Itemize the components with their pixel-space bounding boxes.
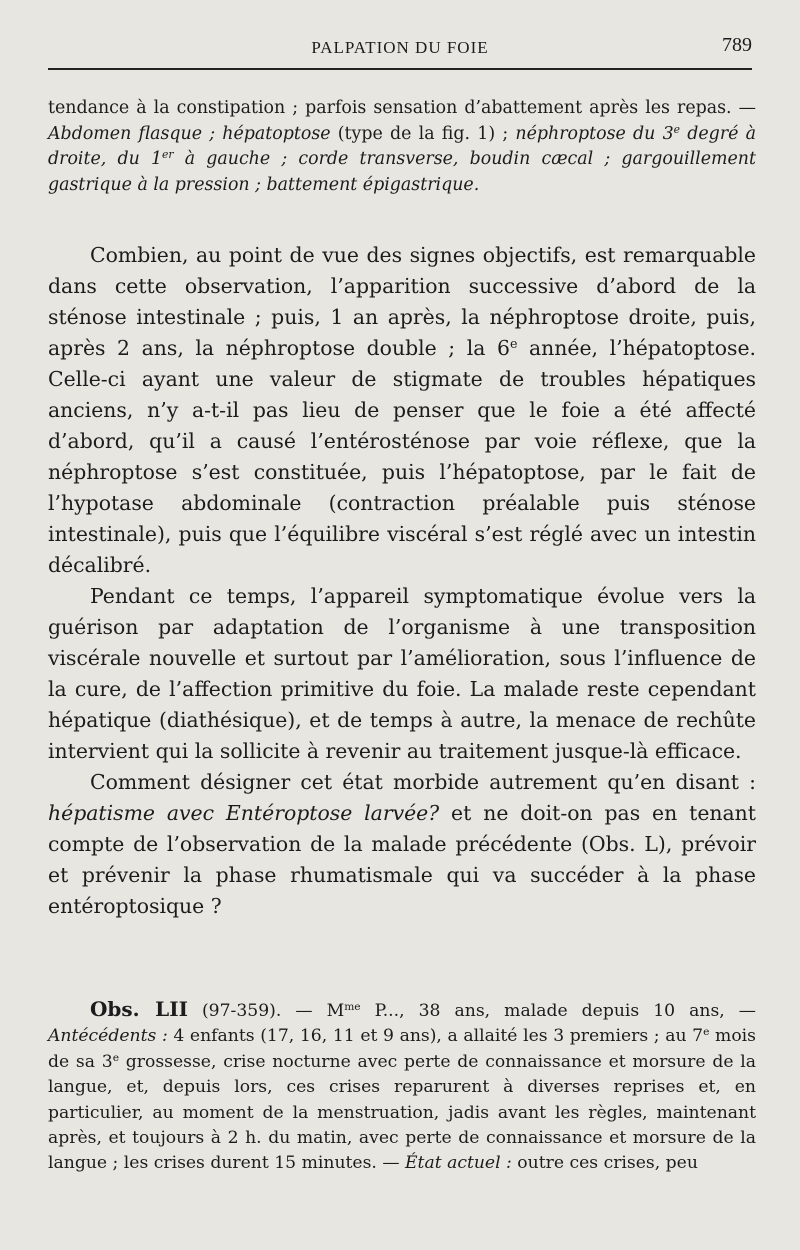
paragraph-3 [48,767,756,922]
text-run: P..., 38 ans, malade depuis 10 ans, — [360,1001,756,1021]
text-run: e [509,336,518,352]
paragraph-2 [48,581,756,767]
text-run: outre ces crises, peu [511,1153,698,1174]
italic-run: er [162,148,174,162]
text-run: (type de la fig. 1) ; [330,123,516,144]
italic-run: Abdomen flasque ; hépatoptose [48,123,331,144]
italic-run: néphroptose du 3 [515,123,674,144]
italic-run: Antécédents : [48,1026,168,1047]
header-rule [48,68,752,70]
text-run: Comment désigner cet état morbide autrement qu’en disant : [90,770,756,794]
text-run: 4 enfants (17, 16, 11 et 9 ans), a allaité les 3 premiers ; au 7 [167,1026,704,1047]
italic-run: degré à droite, du 1 [48,123,757,170]
text-run: Combien, au point de vue des signes objectifs, est remarquable dans cette observation, l’apparition successive d’abord de la sténose intestinale ; puis, 1 an après, la néphroptose droite, puis, après 2 ans, la néphroptose double ; la 6 [48,243,756,360]
italic-run: à gauche ; corde transverse, boudin cæcal ; gargouillement gastrique à la pression ; battement épigastrique. [48,149,756,195]
text-run: (97-359). — M [187,1001,345,1021]
running-title: PALPATION DU FOIE [311,38,489,57]
observation-label: Obs. LII [90,997,188,1021]
italic-run: hépatisme avec Entéroptose larvée? [48,801,440,825]
main-text [48,240,756,922]
text-run: mois de sa 3 [48,1026,756,1072]
observation-paragraph [48,997,756,1177]
page-number: 789 [722,34,752,56]
text-run: me [344,1000,361,1014]
running-header [48,32,752,72]
text-run: grossesse, crise nocturne avec perte de connaissance et morsure de la langue, et, depuis lors, ces crises reparurent à diverses reprises et, en particulier, au moment de la menstruation, jadis avant les règles, maintenant après, et toujours à 2 h. du matin, avec perte de connaissance et morsure de la langue ; les crises durent 15 minutes. — [48,1051,756,1174]
italic-run: État actuel : [405,1153,512,1174]
italic-run: e [673,122,681,136]
text-run: e [703,1025,710,1039]
text-run: année, l’hépatoptose. Celle-ci ayant une valeur de stigmate de troubles hépatiques anciens, n’y a-t-il pas lieu de penser que le foie a été affecté d’abord, qu’il a causé l’entérosténose par voie réflexe, que la néphroptose s’est constituée, puis l’hépatoptose, par le fait de l’hypotase abdominale (contraction préalable puis sténose intestinale), puis que l’équilibre viscéral s’est réglé avec un intestin décalibré. [48,336,756,577]
text-run: tendance à la constipation ; parfois sensation d’abattement après les repas. — [48,98,756,118]
text-run: Pendant ce temps, l’appareil symptomatique évolue vers la guérison par adaptation de l’organisme à une transposition viscérale nouvelle et surtout par l’amélioration, sous l’influence de la cure, de l’affection primitive du foie. La malade reste cependant hépatique (diathésique), et de temps à autre, la menace de rechûte intervient qui la sollicite à revenir au traitement jusque-là efficace. [48,584,756,763]
intro-paragraph [48,96,756,198]
paragraph-1 [48,240,756,581]
text-run: e [112,1050,120,1064]
text-run: et ne doit-on pas en tenant compte de l’observation de la malade précédente (Obs. L), prévoir et prévenir la phase rhumatismale qui va succéder à la phase entéroptosique ? [48,801,757,918]
